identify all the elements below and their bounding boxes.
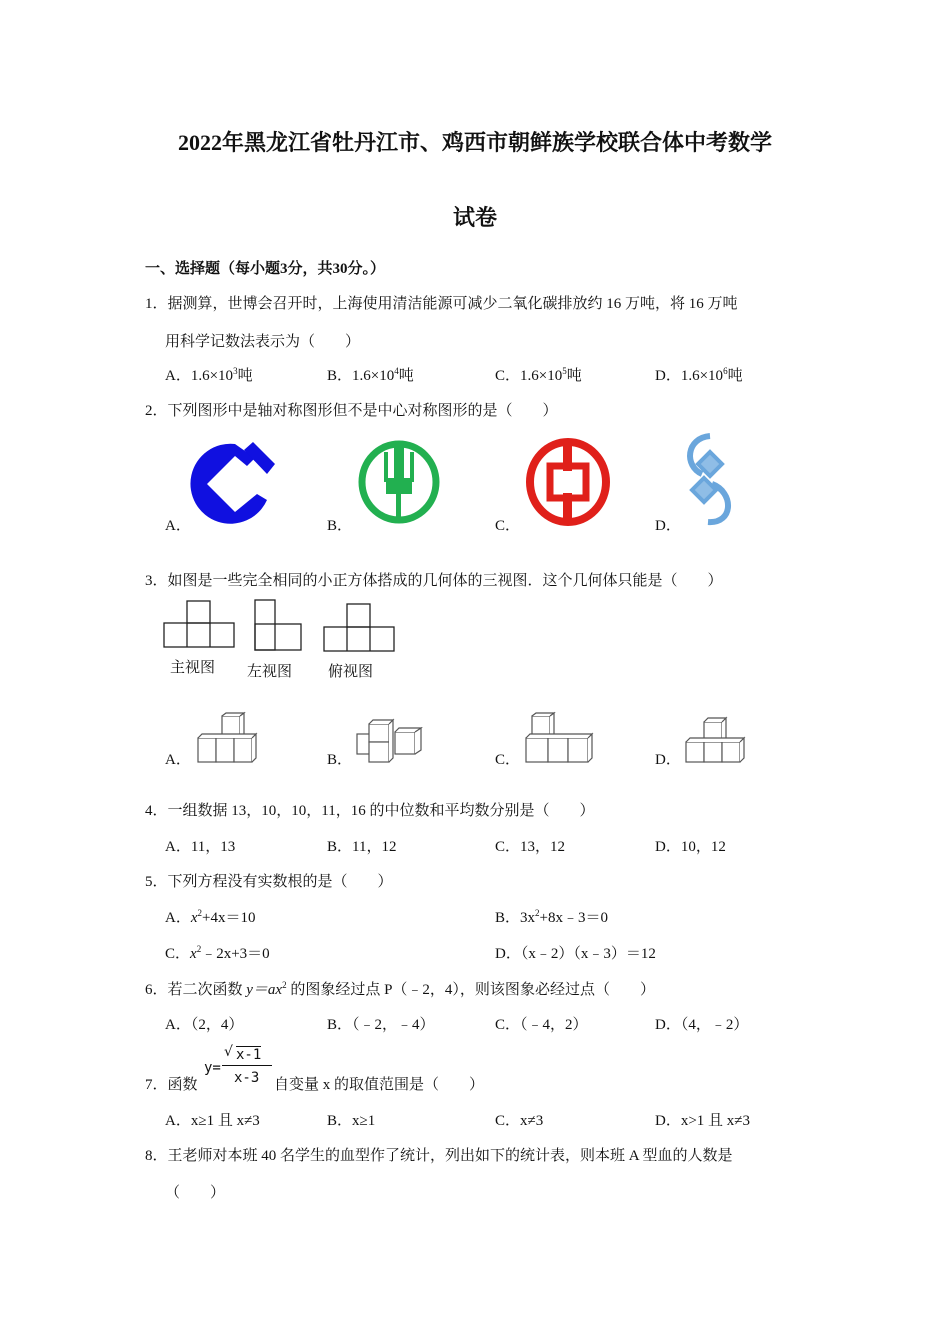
formula-denominator: x-3	[234, 1070, 260, 1086]
question-6-text: 6．若二次函数 $y=ax^2$ 的图象经过点 P（﹣2，4），则该图象必经过点（ ）	[145, 980, 655, 998]
q3-cube-figure-c	[524, 712, 596, 764]
formula-y: y=	[204, 1060, 221, 1076]
q1-option-b: B．$1.6\times 10^4$吨	[327, 366, 414, 384]
q3-option-d-label: D．	[655, 752, 681, 768]
bank-logo-a-image	[195, 442, 275, 524]
q3-option-a-label: A．	[165, 752, 191, 768]
q3-cube-figure-d	[684, 716, 756, 764]
question-7-text: 自变量 x 的取值范围是（ ）	[274, 1077, 485, 1093]
top-view-diagram	[323, 602, 398, 654]
question-1-text: 1．据测算，世博会召开时，上海使用清洁能源可减少二氧化碳排放约 16 万吨，将 16 万吨	[145, 296, 738, 312]
q3-option-b-label: B．	[327, 752, 353, 768]
q6-option-d: D．（4，﹣2）	[655, 1017, 749, 1033]
q5-option-a: A．$x^2+4x=10$	[165, 908, 256, 926]
q4-option-b: B．11，12	[327, 839, 397, 855]
q6-option-a: A．（2，4）	[165, 1017, 244, 1033]
q2-option-a-label: A．	[165, 518, 191, 534]
question-8-text: 8．王老师对本班 40 名学生的血型作了统计，列出如下的统计表，则本班 A 型血的人数是	[145, 1148, 733, 1164]
front-view-diagram	[163, 600, 238, 650]
page-title-line2: 试卷	[452, 205, 497, 230]
question-8-text-line2: （ ）	[165, 1185, 226, 1201]
q2-option-d-label: D．	[655, 518, 681, 534]
question-7-prefix: 7．函数	[145, 1077, 198, 1093]
q4-option-d: D．10，12	[655, 839, 726, 855]
page-title: 2022年黑龙江省牡丹江市、鸡西市朝鲜族学校联合体中考数学	[177, 130, 772, 155]
bank-logo-b-image	[358, 440, 440, 524]
q7-option-b: B．x≥1	[327, 1113, 376, 1129]
question-5-text: 5．下列方程没有实数根的是（ ）	[145, 874, 393, 890]
q5-option-b: B．$3x^2+8x﹣3=0$	[495, 908, 608, 926]
q6-option-b: B．（﹣2，﹣4）	[327, 1017, 435, 1033]
q3-cube-figure-a	[196, 712, 268, 764]
q2-option-b-label: B．	[327, 518, 353, 534]
top-view-label: 俯视图	[328, 662, 374, 680]
q6-option-c: C．（﹣4，2）	[495, 1017, 588, 1033]
q3-cube-figure-b	[355, 718, 427, 764]
function-formula: y= √ x-1 x-3	[204, 1044, 274, 1092]
bank-logo-c-image	[525, 438, 611, 526]
front-view-label: 主视图	[170, 658, 216, 676]
question-2-text: 2．下列图形中是轴对称图形但不是中心对称图形的是（ ）	[145, 403, 558, 419]
q7-option-a: A．x≥1 且 x≠3	[165, 1113, 260, 1129]
q4-option-a: A．11，13	[165, 839, 236, 855]
q4-option-c: C．13，12	[495, 839, 566, 855]
q5-option-c: C．$x^2﹣2x+3=0$	[165, 944, 270, 962]
q5-option-d: D．（x﹣2）（x﹣3）＝12	[495, 946, 656, 962]
q1-option-d: D．$1.6\times 10^6$吨	[655, 366, 743, 384]
q3-option-c-label: C．	[495, 752, 521, 768]
left-view-label: 左视图	[247, 662, 293, 680]
q2-option-c-label: C．	[495, 518, 521, 534]
bank-logo-d-image	[682, 432, 738, 526]
formula-numerator: x-1	[236, 1047, 262, 1063]
q7-option-d: D．x>1 且 x≠3	[655, 1113, 751, 1129]
question-3-text: 3．如图是一些完全相同的小正方体搭成的几何体的三视图．这个几何体只能是（ ）	[145, 573, 723, 589]
left-view-diagram	[253, 598, 305, 652]
q7-option-c: C．x≠3	[495, 1113, 544, 1129]
section-heading: 一、选择题（每小题3分，共30分。）	[145, 261, 386, 277]
q1-option-a: A．$1.6\times 10^3$吨	[165, 366, 253, 384]
question-1-text-line2: 用科学记数法表示为（ ）	[165, 334, 361, 350]
question-4-text: 4．一组数据 13，10，10，11，16 的中位数和平均数分别是（ ）	[145, 803, 595, 819]
q1-option-c: C．$1.6\times 10^5$吨	[495, 366, 582, 384]
